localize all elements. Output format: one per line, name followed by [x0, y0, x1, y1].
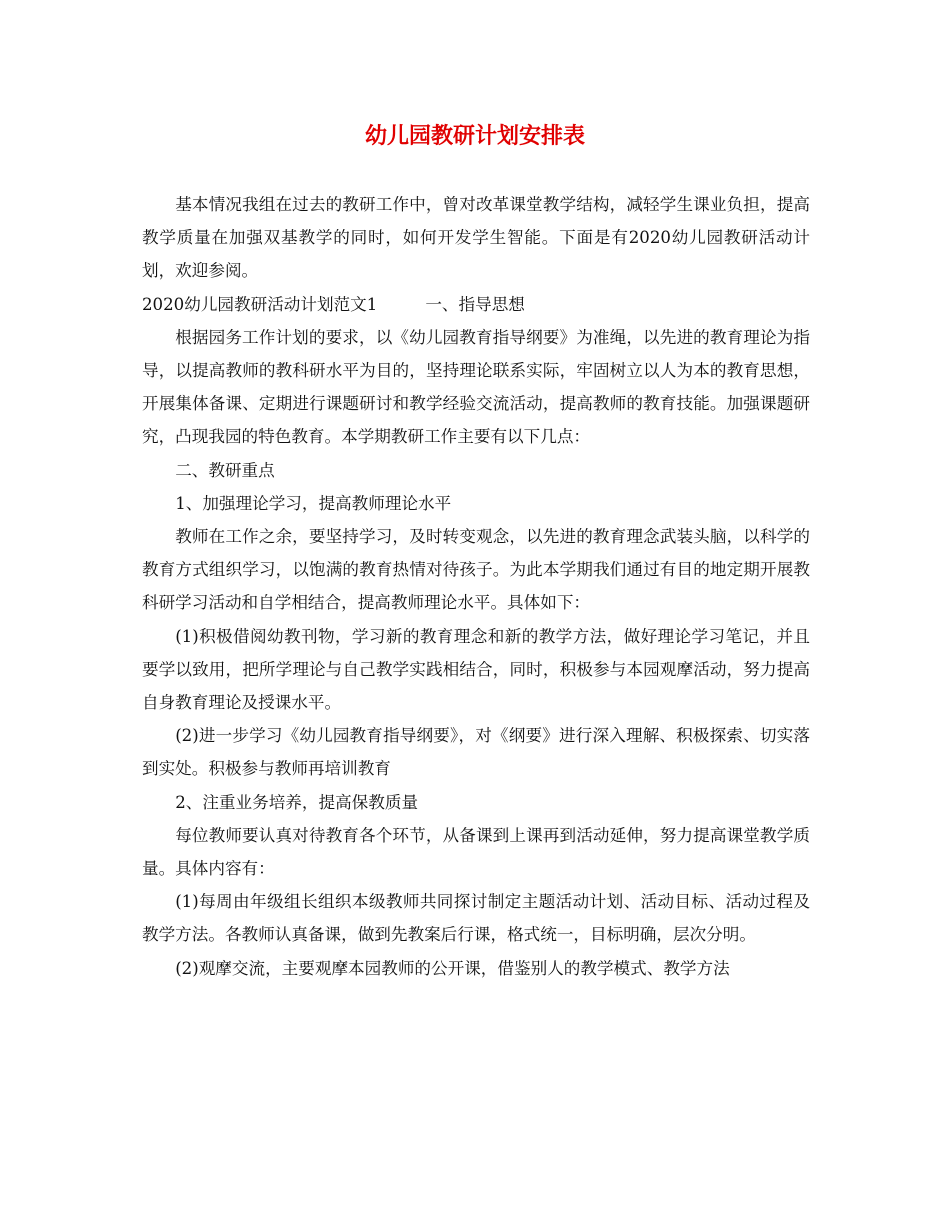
item2-sub2-paragraph: (2)观摩交流，主要观摩本园教师的公开课，借鉴别人的教学模式、教学方法: [175, 958, 730, 978]
item1-paragraph: 教师在工作之余，要坚持学习，及时转变观念，以先进的教育理念武装头脑，以科学的教育方式组织学习，以饱满的教育热情对待孩子。为此本学期我们通过有目的地定期开展教科研学习活动和自学相结合，提高教师理论水平。具体如下：: [142, 527, 810, 613]
item1-sub1-paragraph: (1)积极借阅幼教刊物，学习新的教育理念和新的教学方法，做好理论学习笔记，并且要学以致用，把所学理论与自己教学实践相结合，同时，积极参与本园观摩活动，努力提高自身教育理论及授课水平。: [142, 626, 810, 713]
intro-paragraph: 基本情况我组在过去的教研工作中，曾对改革课堂教学结构，减轻学生课业负担，提高教学质量在加强双基教学的同时，如何开发学生智能。下面是有2020幼儿园教研活动计划，欢迎参阅。: [142, 195, 810, 281]
section1-heading: 一、指导思想: [425, 294, 525, 314]
item2-paragraph: 每位教师要认真对待教育各个环节，从备课到上课再到活动延伸，努力提高课堂教学质量。具体内容有：: [142, 825, 810, 879]
document-body: [142, 188, 810, 985]
sample-heading-line: [142, 288, 810, 321]
sample-heading: 2020幼儿园教研活动计划范文1: [142, 294, 378, 314]
item2-heading: 2、注重业务培养，提高保教质量: [175, 792, 419, 812]
section2-heading: 二、教研重点: [175, 460, 275, 480]
item1-sub2-paragraph: (2)进一步学习《幼儿园教育指导纲要》，对《纲要》进行深入理解、积极探索、切实落到实处。积极参与教师再培训教育: [142, 726, 810, 779]
document-title: 幼儿园教研计划安排表: [364, 123, 585, 149]
item2-sub1-paragraph: (1)每周由年级组长组织本级教师共同探讨制定主题活动计划、活动目标、活动过程及教学方法。各教师认真备课，做到先教案后行课，格式统一，目标明确，层次分明。: [142, 892, 810, 945]
item1-heading: 1、加强理论学习，提高教师理论水平: [175, 493, 452, 513]
section1-paragraph: 根据园务工作计划的要求，以《幼儿园教育指导纲要》为准绳，以先进的教育理论为指导，以提高教师的教科研水平为目的，坚持理论联系实际，牢固树立以人为本的教育思想，开展集体备课、定期进行课题研讨和教学经验交流活动，提高教师的教育技能。加强课题研究，凸现我园的特色教育。本学期教研工作主要有以下几点：: [142, 327, 810, 447]
